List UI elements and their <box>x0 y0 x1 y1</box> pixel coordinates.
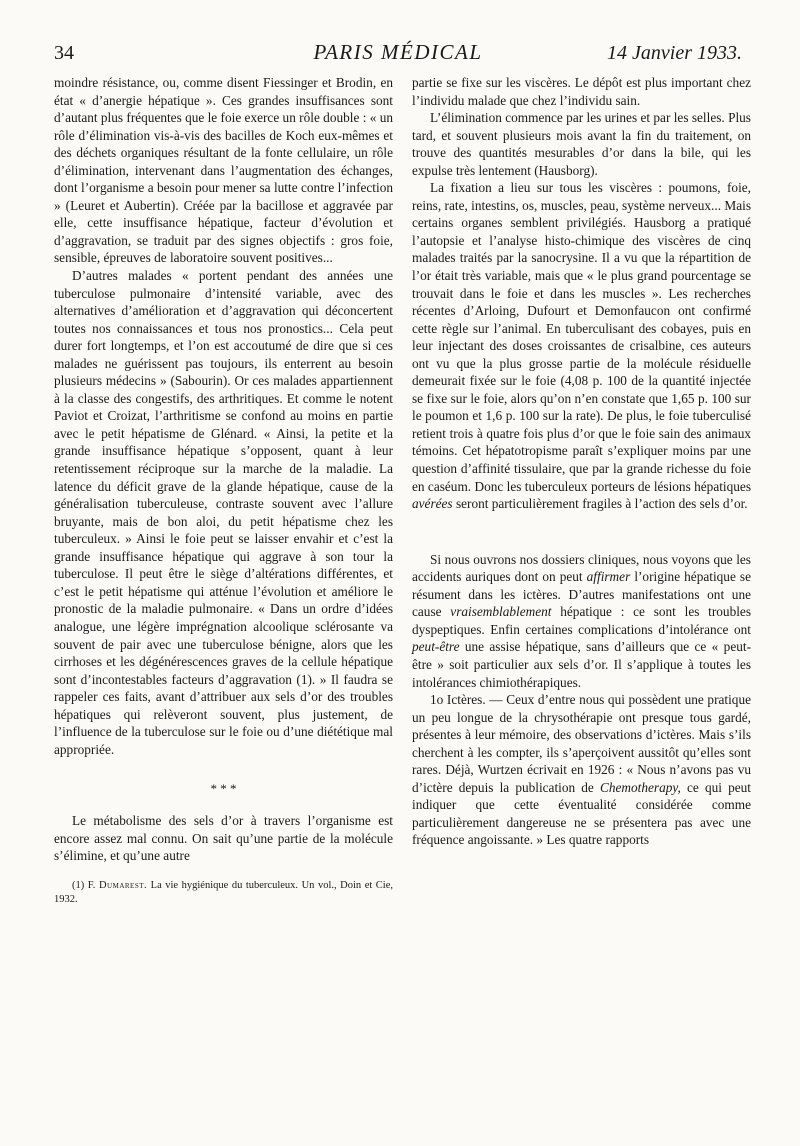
emphasis: affirmer <box>586 569 631 585</box>
footnote-marker: (1) F. <box>72 879 96 891</box>
emphasis: vraisemblablement <box>450 604 552 620</box>
emphasis: Chemotherapy, <box>599 779 681 795</box>
paragraph: partie se fixe sur les viscères. Le dépôt est plus important chez l’individu malade que chez l’individu sain. <box>412 75 751 108</box>
page-number: 34 <box>54 42 74 64</box>
footnote <box>54 879 393 907</box>
paragraph: moindre résistance, ou, comme disent Fiessinger et Brodin, en état « d’anergie hépatique ». Ces grandes insuffisances sont d’autant plus fréquentes que le foie exerce un rôle double : « un rôle d’élimination vis-à-vis des bacilles de Koch eux-mêmes et des déchets organiques résultant de la fonte cellulaire, un rôle d’élimination, intervenant dans l’augmentation des échanges, dont l’organisme a besoin pour mener sa lutte contre l’infection » (Leuret et Aubertin). Créée par la bacillose et aggravée par elle, cette insuffisance hépatique, facteur d’évolution et d’aggravation, se traduit par des signes objectifs : gros foie, sensible, épreuves de laboratoire souvent positives... <box>54 75 393 266</box>
issue-date: 14 Janvier 1933. <box>607 42 742 64</box>
page-header <box>54 40 742 70</box>
paragraph: D’autres malades « portent pendant des années une tuberculose pulmonaire d’intensité variable, avec des alternatives d’amélioration et d’aggravation qui déconcertent toutes nos connaissances et tous nos pronostics... Cela peut durer fort longtemps, et l’on est accoutumé de dire que si ces malades ne guérissent pas toujours, ils enterrent au besoin plusieurs médecins » (Sabourin). Or ces malades appartiennent à la classe des congestifs, des arthritiques. Et comme le notent Paviot et Croizat, l’arthritisme se confond au moins en partie avec le petit hépatisme de Glénard. « Ainsi, la petite et la grande insuffisance hépatique s’opposent, quant à leur retentissement réciproque sur la marche de la maladie. La latence du déficit grave de la glande hépatique, cause de la généralisation tuberculeuse, contraste souvent avec l’allure bruyante, mais de bon aloi, du petit hépatisme chez les tuberculeux. » Ainsi le foie peut se laisser envahir et c’est la grande insuffisance hépatique qui aggrave à son tour la tuberculose. Il peut être le siège d’altérations différentes, et c’est le petit hépatisme qui atténue l’évolution et améliore le pronostic de la maladie pulmonaire. « Dans un ordre d’idées analogue, une légère imprégnation alcoolique sclérosante va souvent de pair avec une tuberculose bénigne, alors que les cirrhoses et les dégénérescences graves de la cellule hépatique sont d’incontestables facteurs d’aggravation (1). » Il faudra se rappeler ces faits, avant d’attribuer aux sels d’or des troubles hépatiques qui relèveront souvent, plus justement, de l’influence de la tuberculose sur le foie ou d’une diététique mal appropriée. <box>54 268 393 757</box>
footnote-author: Dumarest. <box>98 879 148 891</box>
emphasis: avérées <box>412 496 453 512</box>
paragraph: L’élimination commence par les urines et par les selles. Plus tard, et souvent plusieurs mois avant la fin du traitement, on trouve des quantités mesurables d’or dans la bile, qui les expulse très lentement (Hausborg). <box>412 110 751 178</box>
left-column <box>54 74 393 907</box>
emphasis: peut-être <box>412 639 460 655</box>
section-separator: * * * <box>210 781 237 797</box>
paragraph: Le métabolisme des sels d’or à travers l’organisme est encore assez mal connu. On sait qu’une partie de la molécule s’élimine, et qu’une autre <box>54 813 393 864</box>
section-gap <box>412 513 751 551</box>
paragraph: La fixation a lieu sur tous les viscères : poumons, foie, reins, rate, intestins, os, muscles, peau, système nerveux... Mais certains organes semblent privilégiés. Hausborg a pratiqué l’autopsie et l’analyse histo-chimique des viscères de cinq malades traités par la sanocrysine. Il a vu que la répartition de l’or était très variable, mais que « le plus grand pourcentage se trouvait dans le foie et dans les muscles ». Les recherches récentes d’Arloing, Dufourt et Demonfaucon ont confirmé cette règle sur l’animal. En tuberculisant des cobayes, puis en leur injectant des doses croissantes de crisalbine, ces auteurs ont vu que la plus grosse partie de la molécule résiduelle demeurait fixée sur le foie (4,08 p. 100 de la quantité injectée se fixe sur le foie, alors qu’on n’en constate que 1,65 p. 100 sur le poumon et 1,6 p. 100 sur la rate). De plus, le foie tuberculisé retient trois à quatre fois plus d’or que le foie sain des animaux témoins. Cet hépatotropisme paraît s’expliquer moins par une question d’affinité tissulaire, que par la grande richesse du foie en caséum. Donc les tuberculeux porteurs de lésions hépatiques avérées seront particulièrement fragiles à l’action des sels d’or. <box>412 180 751 512</box>
right-column <box>412 74 751 849</box>
paragraph: 1o Ictères. — Ceux d’entre nous qui possèdent une pratique un peu longue de la chrysothérapie ont presque tous gardé, présentes à leur mémoire, des observations d’ictères. Mais s’ils cherchent à les compter, ils s’aperçoivent aussitôt qu’elles sont rares. Déjà, Wurtzen écrivait en 1926 : « Nous n’avons pas vu d’ictère depuis la publication de Chemotherapy, ce qui peut indiquer que cette éventualité considérée comme particulièrement dangereuse ne se présentera pas avec une fréquence angoissante. » Les quatre rapports <box>412 692 751 848</box>
footnote-text: La vie hygiénique du tuberculeux. Un vol., Doin et Cie, 1932. <box>54 879 394 905</box>
journal-title: PARIS MÉDICAL <box>313 40 483 64</box>
paragraph: Si nous ouvrons nos dossiers cliniques, nous voyons que les accidents auriques dont on peut affirmer l’origine hépatique se résument dans les ictères. D’autres manifestations ont une cause vraisemblablement hépatique : ce sont les troubles dyspeptiques. Enfin certaines complications d’intolérance ont peut-être une assise hépatique, sans d’ailleurs que ce « peut-être » soit particulier aux sels d’or. Il s’applique à toutes les intolérances chimiothérapiques. <box>412 551 751 690</box>
